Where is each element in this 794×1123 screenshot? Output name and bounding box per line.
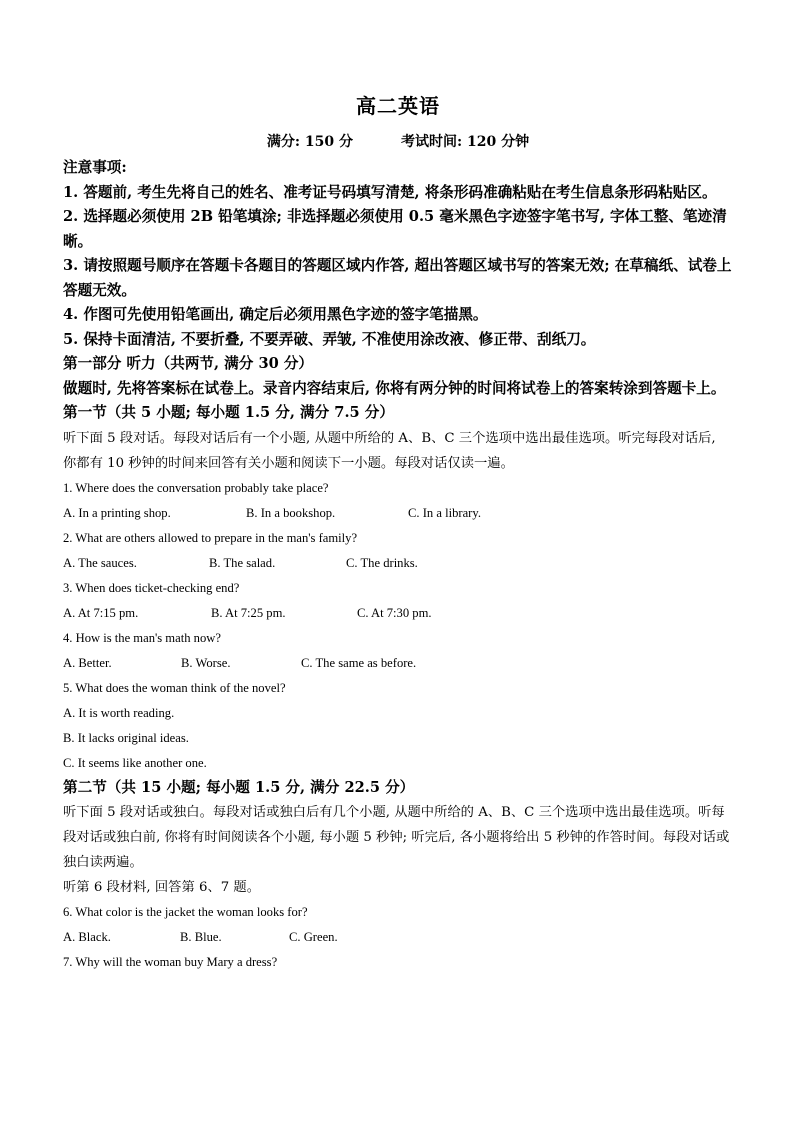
- option-b: B. At 7:25 pm.: [211, 605, 286, 620]
- option-a: A. In a printing shop.: [63, 505, 171, 520]
- question-6: 6. What color is the jacket the woman looks for?: [63, 905, 308, 919]
- option-c: C. In a library.: [408, 505, 481, 520]
- exam-time: 考试时间: 120 分钟: [401, 134, 530, 150]
- notice-item: 3. 请按照题号顺序在答题卡各题目的答题区域内作答, 超出答题区域书写的答案无效; 在草稿纸、试卷上答题无效。: [63, 257, 732, 299]
- section1-instruction: 听下面 5 段对话。每段对话后有一个小题, 从题中所给的 A、B、C 三个选项中选出最佳选项。听完每段对话后, 你都有 10 秒钟的时间来回答有关小题和阅读下一小题。每段对话仅读一遍。: [63, 430, 716, 471]
- notice-item: 2. 选择题必须使用 2B 铅笔填涂; 非选择题必须使用 0.5 毫米黑色字迹签字笔书写, 字体工整、笔迹清晰。: [63, 208, 727, 250]
- score-time-bar: [63, 130, 733, 154]
- part1-heading: 第一部分 听力（共两节, 满分 30 分）: [63, 355, 314, 372]
- option-b: B. Worse.: [181, 655, 231, 670]
- option-b: B. In a bookshop.: [246, 505, 336, 520]
- option-c: C. The drinks.: [346, 555, 418, 570]
- option-a: A. It is worth reading.: [63, 705, 175, 720]
- exam-page: [63, 92, 733, 975]
- section1-heading: 第一节（共 5 小题; 每小题 1.5 分, 满分 7.5 分）: [63, 404, 394, 421]
- section2-instruction: 听下面 5 段对话或独白。每段对话或独白后有几个小题, 从题中所给的 A、B、C 三个选项中选出最佳选项。听每段对话或独白前, 你将有时间阅读各个小题, 每小题 5 秒钟; 听完后, 各小题将给出 5 秒钟的作答时间。每段对话或独白读两遍。: [63, 805, 730, 870]
- question-1-options: [63, 501, 733, 526]
- option-c: C. The same as before.: [301, 655, 417, 670]
- question-4: 4. How is the man's math now?: [63, 630, 221, 645]
- option-c: C. At 7:30 pm.: [357, 605, 432, 620]
- question-3: 3. When does ticket-checking end?: [63, 580, 240, 595]
- full-score: 满分: 150 分: [266, 134, 353, 150]
- option-b: B. Blue.: [180, 930, 222, 944]
- question-2: 2. What are others allowed to prepare in the man's family?: [63, 530, 358, 545]
- option-a: A. The sauces.: [63, 555, 137, 570]
- option-a: A. Black.: [63, 930, 111, 944]
- question-7: 7. Why will the woman buy Mary a dress?: [63, 955, 278, 969]
- question-4-options: [63, 651, 733, 676]
- question-2-options: [63, 551, 733, 576]
- option-a: A. At 7:15 pm.: [63, 605, 139, 620]
- question-6-options: [63, 925, 733, 950]
- notice-item: 1. 答题前, 考生先将自己的姓名、准考证号码填写清楚, 将条形码准确粘贴在考生信息条形码粘贴区。: [63, 183, 717, 201]
- question-1: 1. Where does the conversation probably take place?: [63, 480, 329, 495]
- section2-heading: 第二节（共 15 小题; 每小题 1.5 分, 满分 22.5 分）: [63, 778, 415, 796]
- option-a: A. Better.: [63, 655, 112, 670]
- part1-instruction: 做题时, 先将答案标在试卷上。录音内容结束后, 你将有两分钟的时间将试卷上的答案转涂到答题卡上。: [63, 379, 726, 397]
- option-b: B. The salad.: [209, 555, 276, 570]
- question-3-options: [63, 601, 733, 626]
- notice-item: 5. 保持卡面清洁, 不要折叠, 不要弄破、弄皱, 不准使用涂改液、修正带、刮纸刀。: [63, 330, 596, 348]
- page-title: 高二英语: [356, 94, 440, 118]
- question-5: 5. What does the woman think of the novel?: [63, 680, 286, 695]
- notice-item: 4. 作图可先使用铅笔画出, 确定后必须用黑色字迹的签字笔描黑。: [63, 306, 488, 323]
- notice-heading: 注意事项:: [63, 159, 127, 176]
- material-6-heading: 听第 6 段材料, 回答第 6、7 题。: [63, 880, 261, 895]
- option-c: C. It seems like another one.: [63, 755, 207, 770]
- option-b: B. It lacks original ideas.: [63, 730, 189, 745]
- option-c: C. Green.: [289, 930, 338, 944]
